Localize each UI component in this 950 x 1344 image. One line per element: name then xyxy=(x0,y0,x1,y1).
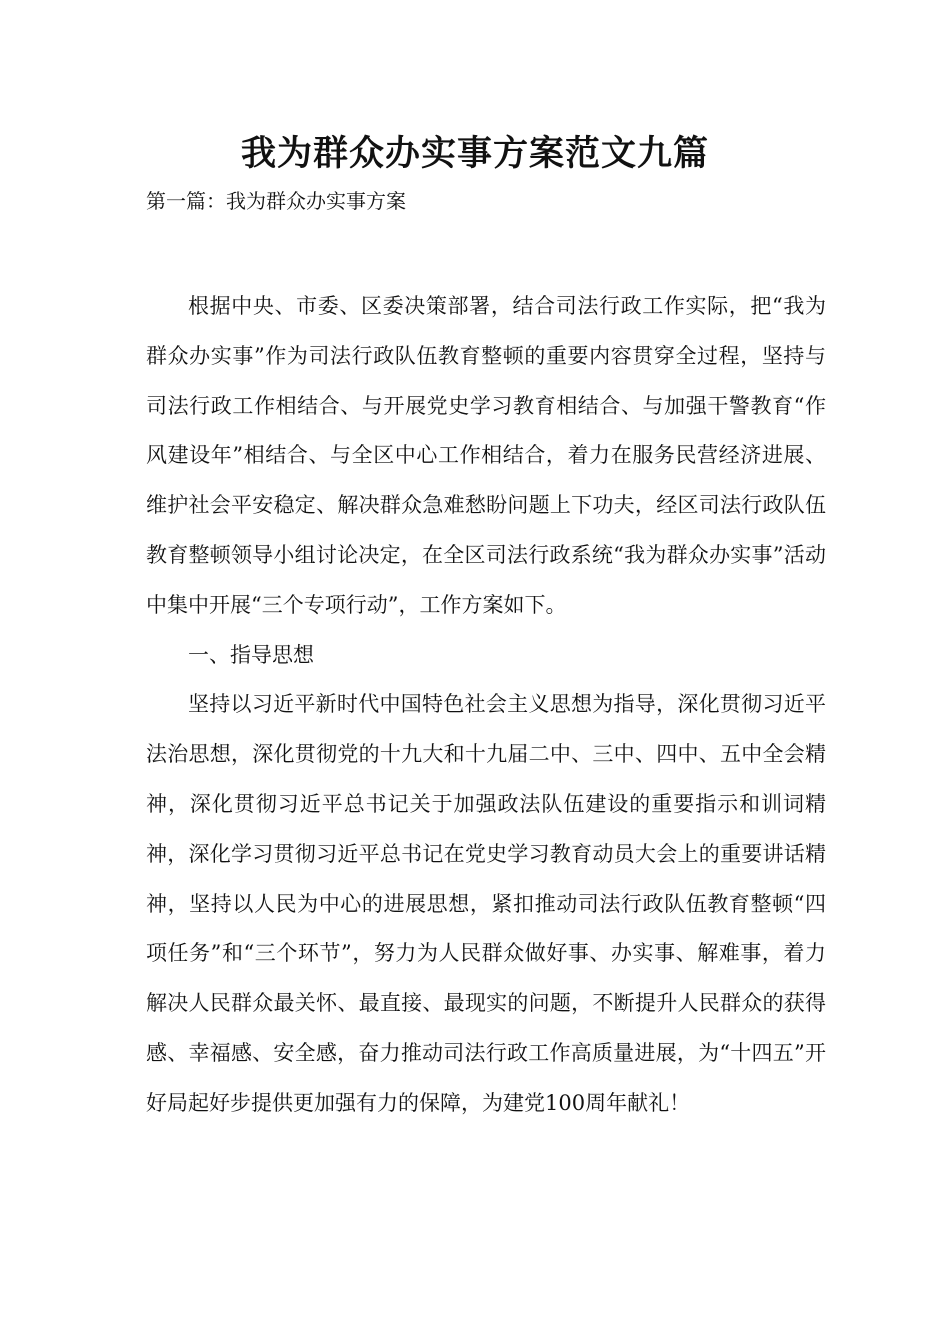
paragraph-guiding-thought: 坚持以习近平新时代中国特色社会主义思想为指导，深化贯彻习近平法治思想，深化贯彻党的十九大和十九届二中、三中、四中、五中全会精神，深化贯彻习近平总书记关于加强政法队伍建设的重要指示和训词精神，深化学习贯彻习近平总书记在党史学习教育动员大会上的重要讲话精神，坚持以人民为中心的进展思想，紧扣推动司法行政队伍教育整顿“四项任务”和“三个环节”，努力为人民群众做好事、办实事、解难事，着力解决人民群众最关怀、最直接、最现实的问题，不断提升人民群众的获得感、幸福感、安全感，奋力推动司法行政工作高质量进展，为“十四五”开好局起好步提供更加强有力的保障，为建党100周年献礼！ xyxy=(146,692,826,1115)
document-title: 我为群众办实事方案范文九篇 xyxy=(240,134,709,174)
document-subtitle: 第一篇：我为群众办实事方案 xyxy=(146,189,406,213)
paragraph-intro: 根据中央、市委、区委决策部署，结合司法行政工作实际，把“我为群众办实事”作为司法行政队伍教育整顿的重要内容贯穿全过程，坚持与司法行政工作相结合、与开展党史学习教育相结合、与加强干警教育“作风建设年”相结合、与全区中心工作相结合，着力在服务民营经济进展、维护社会平安稳定、解决群众急难愁盼问题上下功夫，经区司法行政队伍教育整顿领导小组讨论决定，在全区司法行政系统“我为群众办实事”活动中集中开展“三个专项行动”，工作方案如下。 xyxy=(146,294,826,617)
section-heading-guiding-thought: 一、指导思想 xyxy=(188,642,314,667)
document-body xyxy=(146,282,826,1129)
